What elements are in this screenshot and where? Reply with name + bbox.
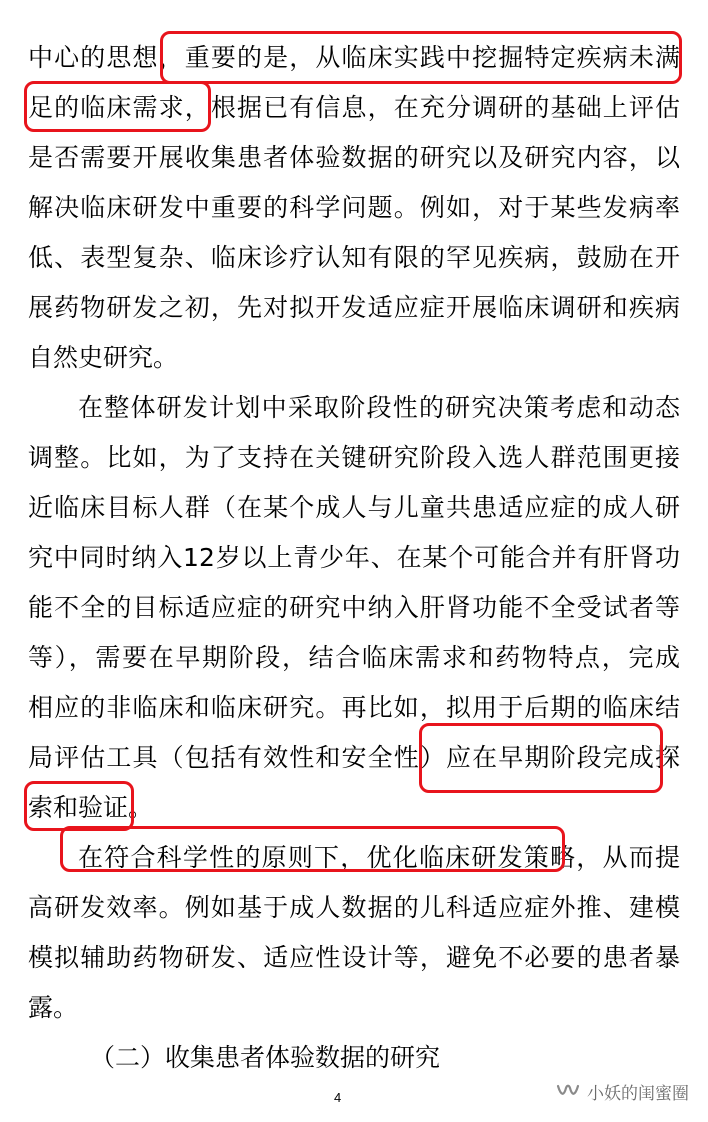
section-heading: （二）收集患者体验数据的研究 xyxy=(90,1043,441,1072)
watermark xyxy=(555,1079,689,1104)
text-line-20: 露。 xyxy=(28,993,79,1022)
text-line-6: 展药物研发之初，先对拟开发适应症开展临床调研和疾病 xyxy=(28,293,680,322)
text-line-9: 调整。比如，为了支持在关键研究阶段入选人群范围更接 xyxy=(28,443,680,472)
text-line-8: 在整体研发计划中采取阶段性的研究决策考虑和动态 xyxy=(78,393,680,422)
text-line-3: 是否需要开展收集患者体验数据的研究以及研究内容，以 xyxy=(28,143,680,172)
text-line-7: 自然史研究。 xyxy=(28,343,179,372)
wechat-channel-icon xyxy=(555,1082,581,1102)
text-line-19: 模拟辅助药物研发、适应性设计等，避免不必要的患者暴 xyxy=(28,943,680,972)
text-line-15: 局评估工具（包括有效性和安全性）应在早期阶段完成探 xyxy=(28,743,680,772)
text-line-16: 索和验证。 xyxy=(28,793,154,822)
text-line-12: 能不全的目标适应症的研究中纳入肝肾功能不全受试者等 xyxy=(28,593,680,622)
text-line-10: 近临床目标人群（在某个成人与儿童共患适应症的成人研 xyxy=(28,493,680,522)
text-line-18: 高研发效率。例如基于成人数据的儿科适应症外推、建模 xyxy=(28,893,680,922)
text-line-17: 在符合科学性的原则下，优化临床研发策略，从而提 xyxy=(78,843,680,872)
watermark-text: 小妖的闺蜜圈 xyxy=(587,1084,689,1104)
text-line-14: 相应的非临床和临床研究。再比如，拟用于后期的临床结 xyxy=(28,693,680,722)
text-line-2: 足的临床需求，根据已有信息，在充分调研的基础上评估 xyxy=(28,93,680,122)
text-line-1: 中心的思想，重要的是，从临床实践中挖掘特定疾病未满 xyxy=(28,43,680,72)
page-number: 4 xyxy=(334,1090,342,1105)
text-line-11: 究中同时纳入12岁以上青少年、在某个可能合并有肝肾功 xyxy=(28,543,680,572)
text-line-5: 低、表型复杂、临床诊疗认知有限的罕见疾病，鼓励在开 xyxy=(28,243,680,272)
text-line-13: 等），需要在早期阶段，结合临床需求和药物特点，完成 xyxy=(28,643,680,672)
text-line-4: 解决临床研发中重要的科学问题。例如，对于某些发病率 xyxy=(28,193,680,222)
